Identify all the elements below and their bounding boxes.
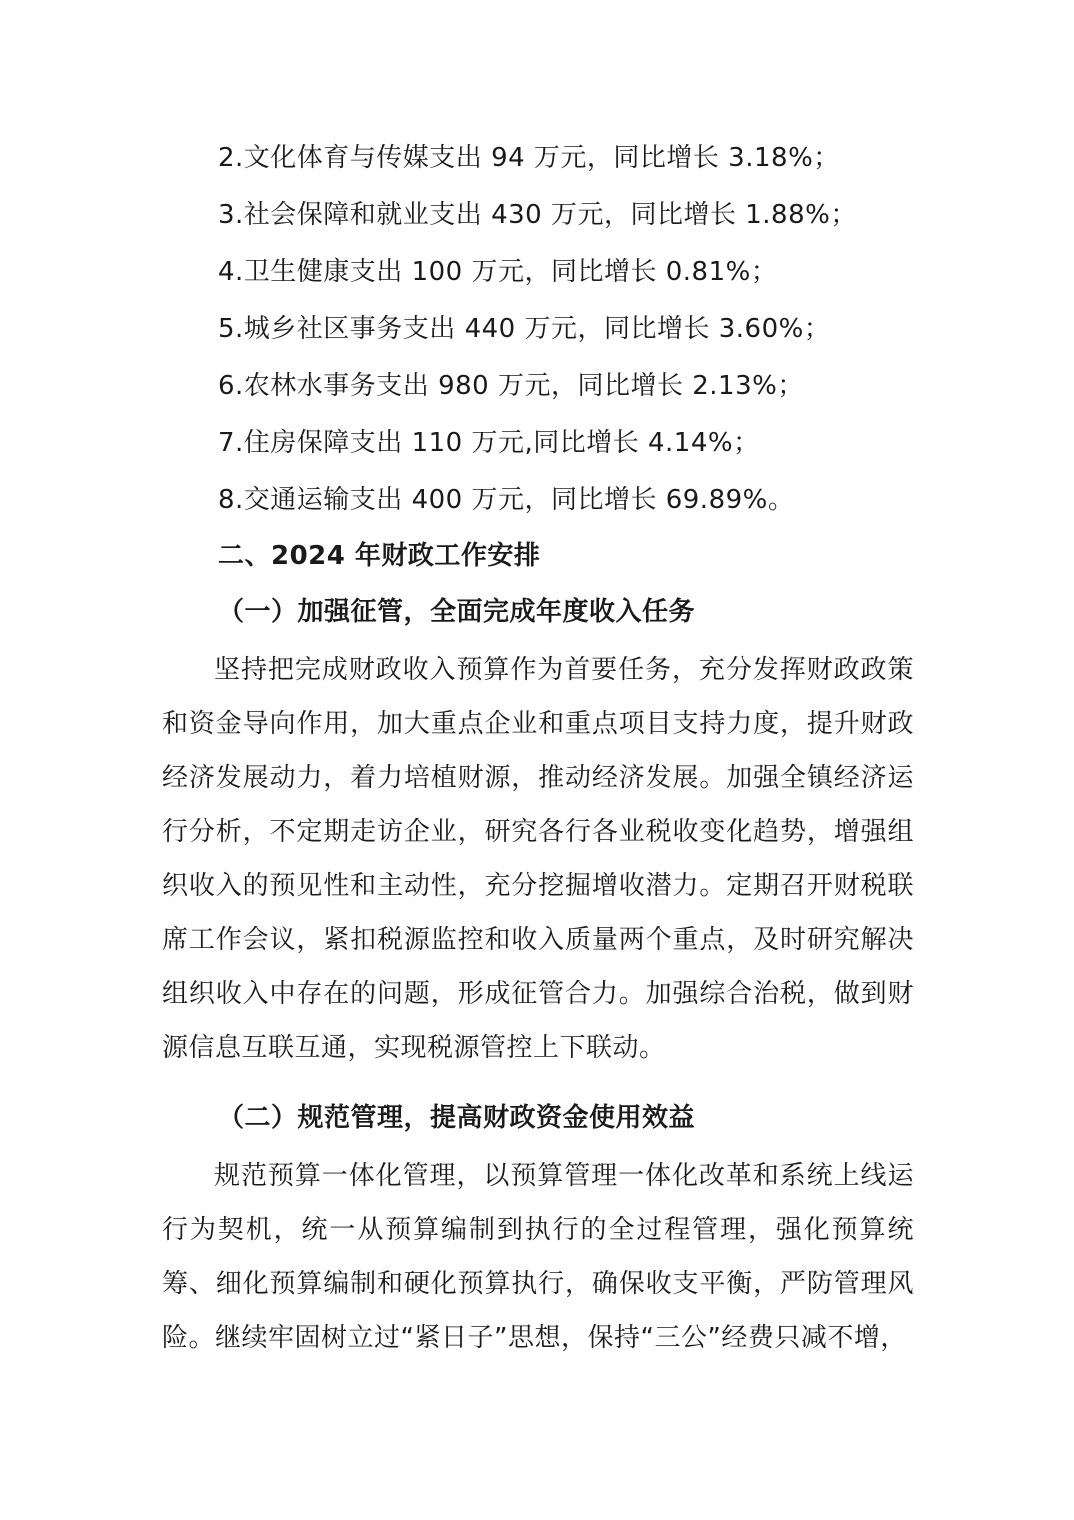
list-item: 5.城乡社区事务支出 440 万元，同比增长 3.60%； <box>218 314 831 344</box>
subsection-heading-2: （二）规范管理，提高财政资金使用效益 <box>218 1103 696 1133</box>
subsection-body-1: 坚持把完成财政收入预算作为首要任务，充分发挥财政政策和资金导向作用，加大重点企业和重点项目支持力度，提升财政经济发展动力，着力培植财源，推动经济发展。加强全镇经济运行分析，不定期走访企业，研究各行各业税收变化趋势，增强组织收入的预见性和主动性，充分挖掘增收潜力。定期召开财税联席工作会议，紧扣税源监控和收入质量两个重点，及时研究解决组织收入中存在的问题，形成征管合力。加强综合治税，做到财源信息互联互通，实现税源管控上下联动。 <box>162 655 914 1063</box>
list-item: 7.住房保障支出 110 万元,同比增长 4.14%； <box>218 428 760 458</box>
list-item: 8.交通运输支出 400 万元，同比增长 69.89%。 <box>218 485 795 515</box>
subsection-body-2: 规范预算一体化管理，以预算管理一体化改革和系统上线运行为契机，统一从预算编制到执行的全过程管理，强化预算统筹、细化预算编制和硬化预算执行，确保收支平衡，严防管理风险。继续牢固树立过“紧日子”思想，保持“三公”经费只减不增， <box>162 1161 914 1353</box>
list-item: 6.农林水事务支出 980 万元，同比增长 2.13%； <box>218 371 804 401</box>
list-item: 3.社会保障和就业支出 430 万元，同比增长 1.88%； <box>218 200 857 230</box>
subsection-heading-1: （一）加强征管，全面完成年度收入任务 <box>218 597 696 627</box>
section-heading: 二、2024 年财政工作安排 <box>218 541 541 571</box>
list-item: 2.文化体育与传媒支出 94 万元，同比增长 3.18%； <box>218 143 840 173</box>
list-item: 4.卫生健康支出 100 万元，同比增长 0.81%； <box>218 257 778 287</box>
